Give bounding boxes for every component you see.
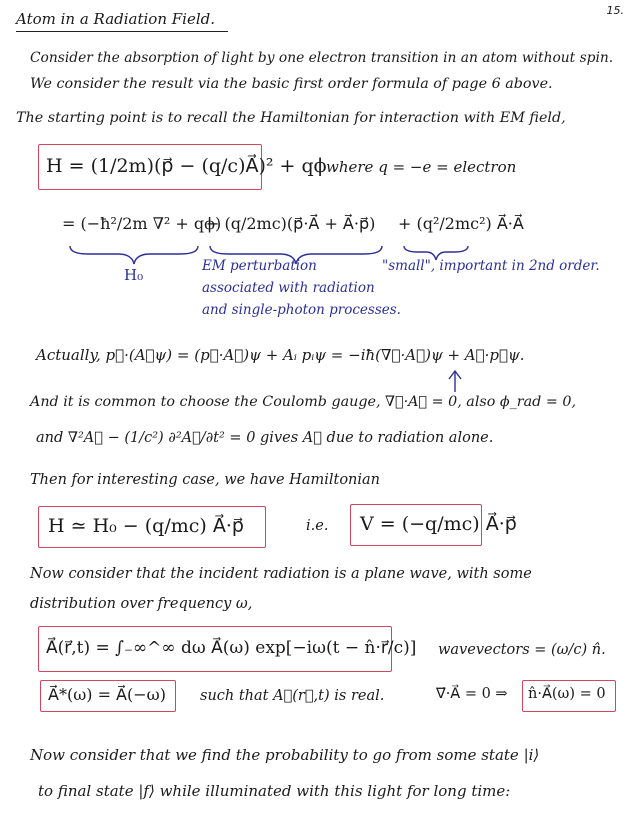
vector-potential-integral: A⃗(r⃗,t) = ∫₋∞^∞ dω A⃗(ω) exp[−iω(t − n̂·r⃗/c)] — [46, 638, 417, 658]
plane-wave-line-1: Now consider that the incident radiation is a plane wave, with some — [30, 566, 532, 582]
label-em-perturbation: EM perturbation — [202, 258, 317, 274]
wave-equation-line: and ∇²A⃗ − (1/c²) ∂²A⃗/∂t² = 0 gives A⃗ due to radiation alone. — [36, 430, 494, 446]
expanded-h0-term: = (−ħ²/2m ∇² + qϕ) — [62, 214, 222, 233]
reality-condition: A⃗*(ω) = A⃗(−ω) — [48, 685, 166, 704]
wavevector-note: wavevectors = (ω/c) n̂. — [438, 642, 606, 658]
closing-line-1: Now consider that we find the probability to go from some state |i⟩ — [30, 746, 540, 764]
then-hamiltonian-line: Then for interesting case, we have Hamiltonian — [30, 472, 381, 488]
coulomb-gauge-line: And it is common to choose the Coulomb gauge, ∇⃗·A⃗ = 0, also ϕ_rad = 0, — [30, 394, 576, 410]
closing-line-2: to final state |f⟩ while illuminated with this light for long time: — [38, 782, 511, 800]
page-title: Atom in a Radiation Field. — [16, 10, 216, 28]
transverse-condition: n̂·A⃗(ω) = 0 — [528, 686, 606, 702]
label-h0: H₀ — [124, 266, 144, 284]
perturbation-formula: V = (−q/mc) A⃗·p⃗ — [360, 513, 517, 535]
hamiltonian-formula: H = (1/2m)(p⃗ − (q/c)A⃗)² + qϕ — [46, 155, 327, 177]
approx-hamiltonian-formula: H ≃ H₀ − (q/mc) A⃗·p⃗ — [48, 515, 244, 537]
expanded-a-squared-term: + (q²/2mc²) A⃗·A⃗ — [398, 214, 524, 233]
where-charge-note: where q = −e = electron — [326, 158, 517, 176]
page-number: 15. — [606, 4, 624, 17]
divergence-implication: ∇⃗·A⃗ = 0 ⇒ — [436, 686, 508, 702]
label-associated-radiation: associated with radiation — [202, 280, 375, 296]
intro-line-1: Consider the absorption of light by one electron transition in an atom without spin. — [30, 50, 614, 66]
expanded-perturbation-term: − (q/2mc)(p⃗·A⃗ + A⃗·p⃗) — [206, 214, 376, 233]
ie-note: i.e. — [306, 518, 329, 534]
real-field-note: such that A⃗(r⃗,t) is real. — [200, 688, 385, 704]
intro-line-2: We consider the result via the basic first order formula of page 6 above. — [30, 76, 553, 92]
actually-identity: Actually, p⃗·(A⃗ψ) = (p⃗·A⃗)ψ + Aᵢ pᵢψ = −iħ(∇⃗·A⃗)ψ + A⃗·p⃗ψ. — [36, 346, 525, 364]
plane-wave-line-2: distribution over frequency ω, — [30, 596, 253, 612]
label-small-second-order: "small", important in 2nd order. — [382, 258, 600, 274]
label-single-photon: and single-photon processes. — [202, 302, 401, 318]
intro-line-3: The starting point is to recall the Hamiltonian for interaction with EM field, — [16, 110, 566, 126]
